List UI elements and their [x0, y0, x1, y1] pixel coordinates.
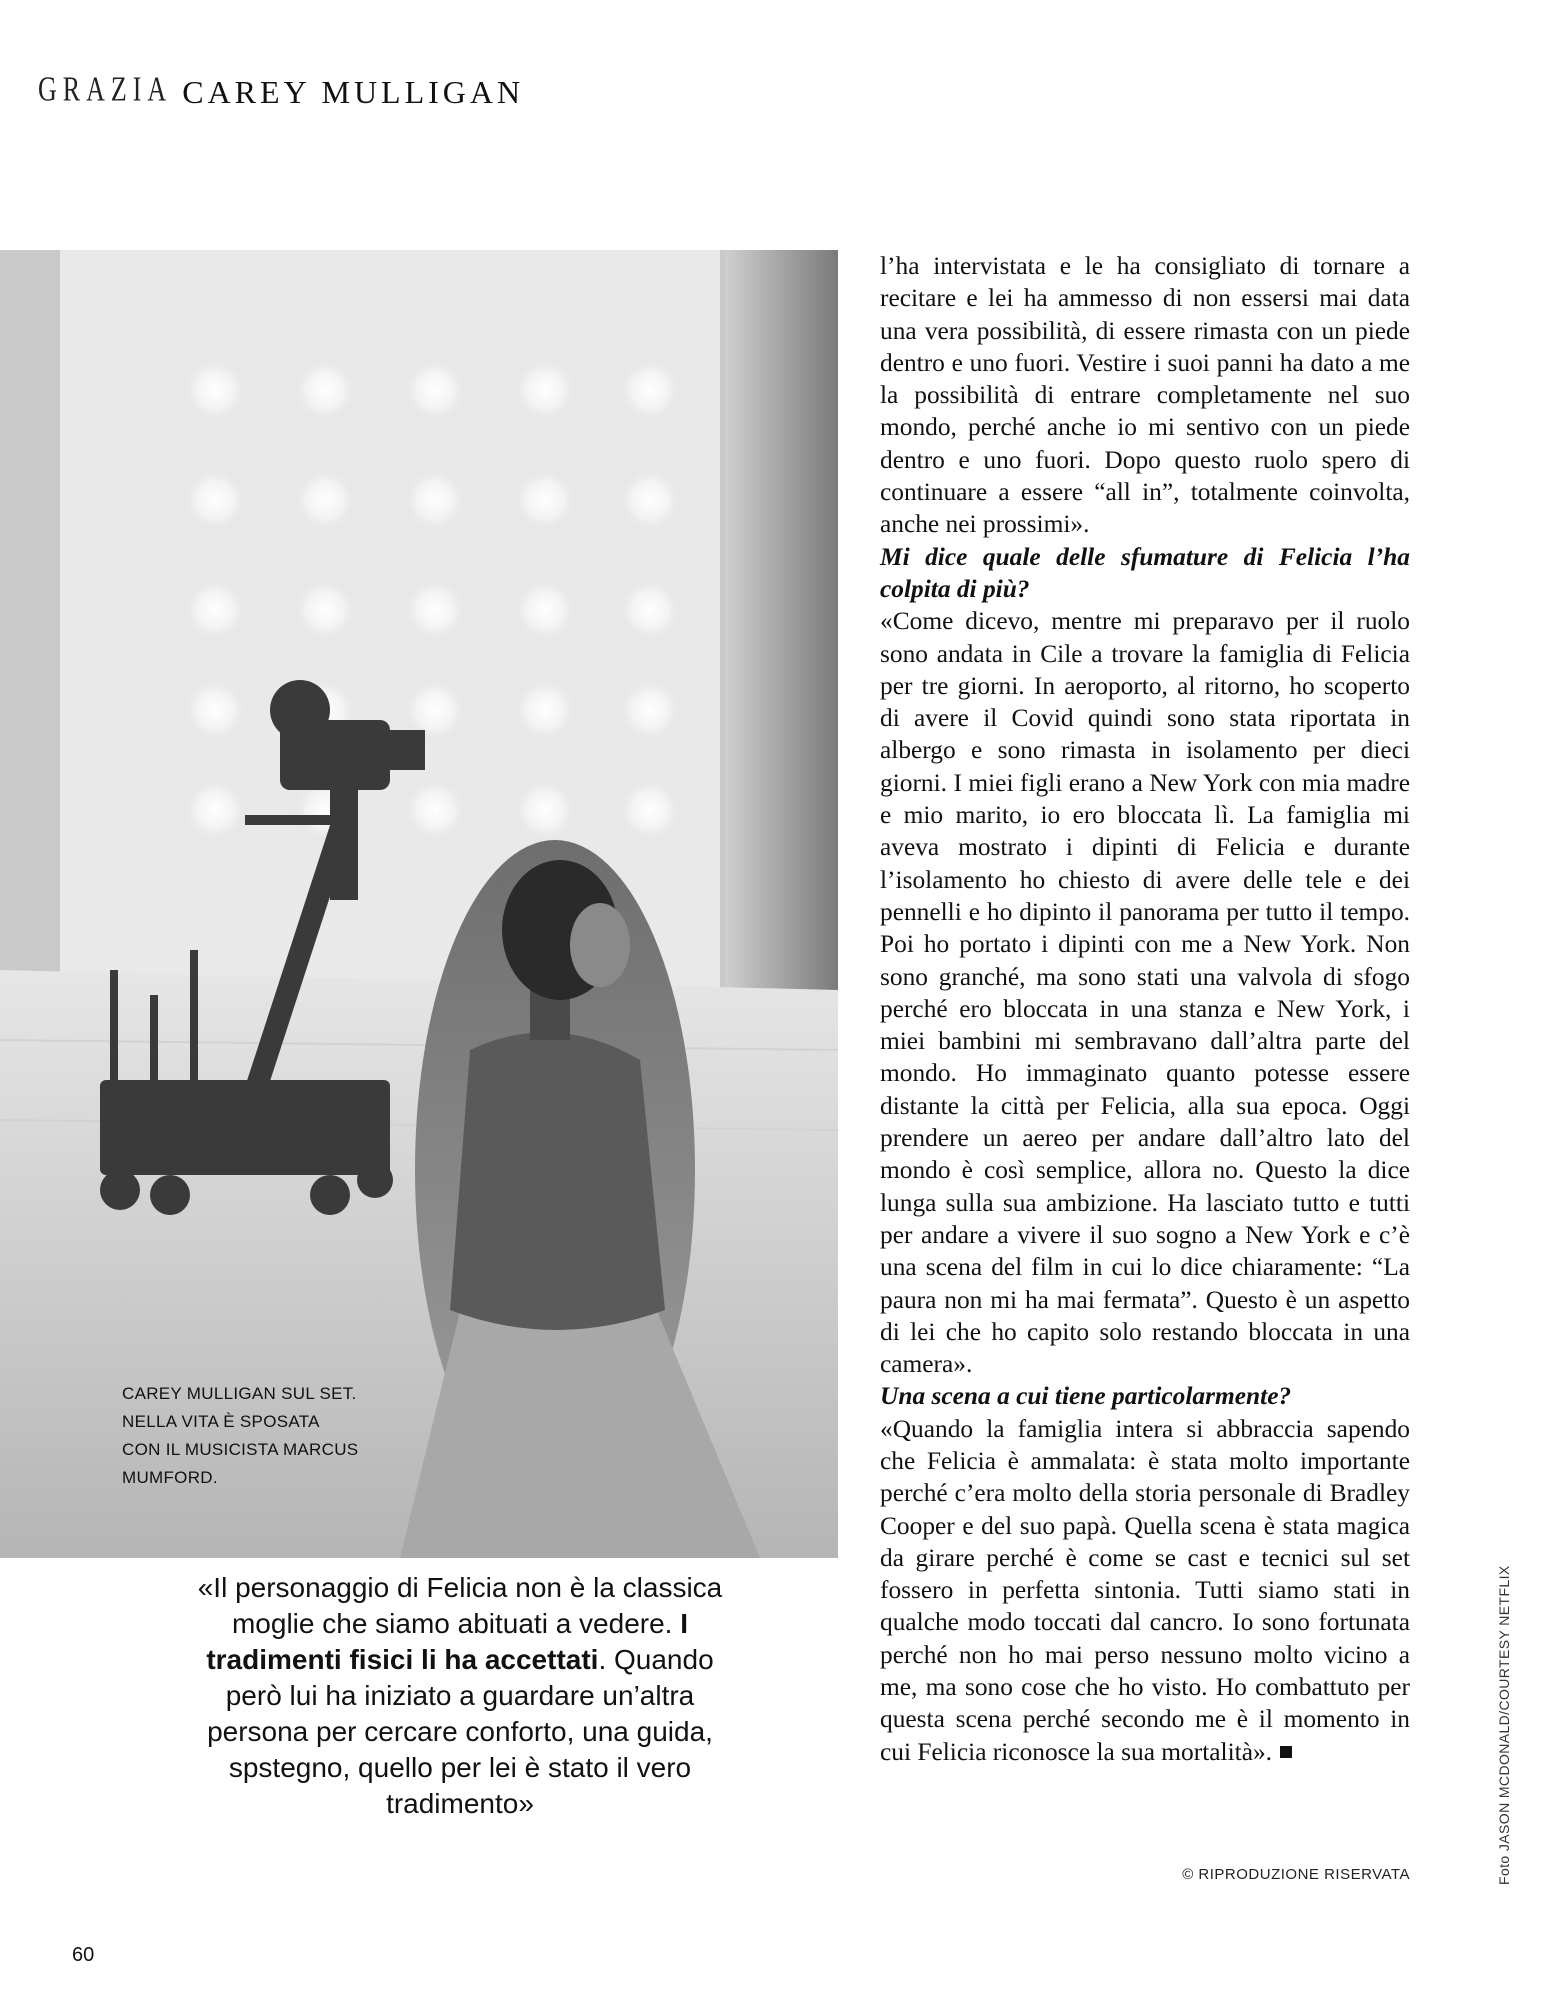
- copyright-notice: © RIPRODUZIONE RISERVATA: [1182, 1866, 1410, 1883]
- article-paragraph-2: «Come dicevo, mentre mi preparavo per il ruolo sono andata in Cile a trovare la famiglia di Felicia per tre giorni. In aeroporto, al ritorno, ho scoperto di avere il Covid quindi sono stata riportata in albergo e sono rimasta in isolamento per dieci giorni. I miei figli erano a New York con mia madre e mio marito, io ero bloccata lì. La famiglia mi aveva mostrato i dipinti di Felicia e durante l’isolamento ho chiesto di avere delle tele e dei pennelli e ho dipinto il panorama per tutto il tempo. Poi ho portato i dipinti con me a New York. Non sono granché, ma sono stati una valvola di sfogo perché ero bloccata in una stanza e New York, i miei bambini mi sembravano dall’altra parte del mondo. Ho immaginato quanto potesse essere distante la città per Felicia, alla sua epoca. Oggi prendere un aereo per andare dall’altro lato del mondo è così semplice, allora no. Questo la dice lunga sulla sua ambizione. Ha lasciato tutto e tutti per andare a vivere il suo sogno a New York e c’è una scena del film in cui lo dice chiaramente: “La paura non mi ha mai fermata”. Questo è un aspetto di lei che ho capito solo restando bloccata in una camera».: [880, 607, 1410, 1379]
- photo-credit: Foto JASON MCDONALD/COURTESY NETFLIX: [1496, 1565, 1512, 1885]
- page-header: [38, 69, 525, 114]
- pull-quote-bold: I tradimenti fisici li ha accettati: [206, 1608, 689, 1675]
- section-title: CAREY MULLIGAN: [182, 74, 525, 110]
- pull-quote-part1: «Il personaggio di Felicia non è la classica moglie che siamo abituati a vedere.: [197, 1572, 723, 1639]
- end-of-article-square-icon: [1280, 1746, 1292, 1758]
- interview-question-2: Una scena a cui tiene particolarmente?: [880, 1382, 1292, 1411]
- pull-quote: [190, 1570, 730, 1822]
- photo-caption: CAREY MULLIGAN SUL SET. NELLA VITA È SPOSATA CON IL MUSICISTA MARCUS MUMFORD.: [122, 1384, 359, 1487]
- interview-question-1: Mi dice quale delle sfumature di Felicia l’ha colpita di più?: [880, 542, 1410, 603]
- pull-quote-part2: . Quando però lui ha iniziato a guardare un’altra persona per cercare conforto, una guida, spstegno, quello per lei è stato il vero tradimento»: [207, 1644, 714, 1819]
- photo-illustration: [0, 250, 838, 1558]
- page-number: 60: [72, 1944, 95, 1966]
- article-paragraph-3: [880, 1413, 1410, 1768]
- article-paragraph-1: l’ha intervistata e le ha consigliato di tornare a recitare e lei ha ammesso di non essersi mai data una vera possibilità, di essere rimasta con un piede dentro e uno fuori. Vestire i suoi panni ha dato a me la possibilità di entrare completamente nel suo mondo, perché anche io mi sentivo con un piede dentro e uno fuori. Dopo questo ruolo spero di continuare a essere “all in”, totalmente coinvolta, anche nei prossimi».: [880, 252, 1410, 539]
- article-paragraph-3-text: «Quando la famiglia intera si abbraccia sapendo che Felicia è ammalata: è stata molto importante perché c’era molto della storia personale di Bradley Cooper e del suo papà. Quella scena è stata magica da girare perché è come se cast e tecnici sul set fossero in perfetta sintonia. Tutti siamo stati in qualche modo toccati dal cancro. Io sono fortunata perché non ho mai perso nessuno molto vicino a me, ma sono cose che ho visto. Ho combattuto per questa scena perché secondo me è il momento in cui Felicia riconosce la sua mortalità».: [880, 1414, 1410, 1766]
- article-column: [880, 250, 1410, 1768]
- magazine-brand: GRAZIA: [38, 69, 173, 109]
- article-photo: [0, 250, 838, 1558]
